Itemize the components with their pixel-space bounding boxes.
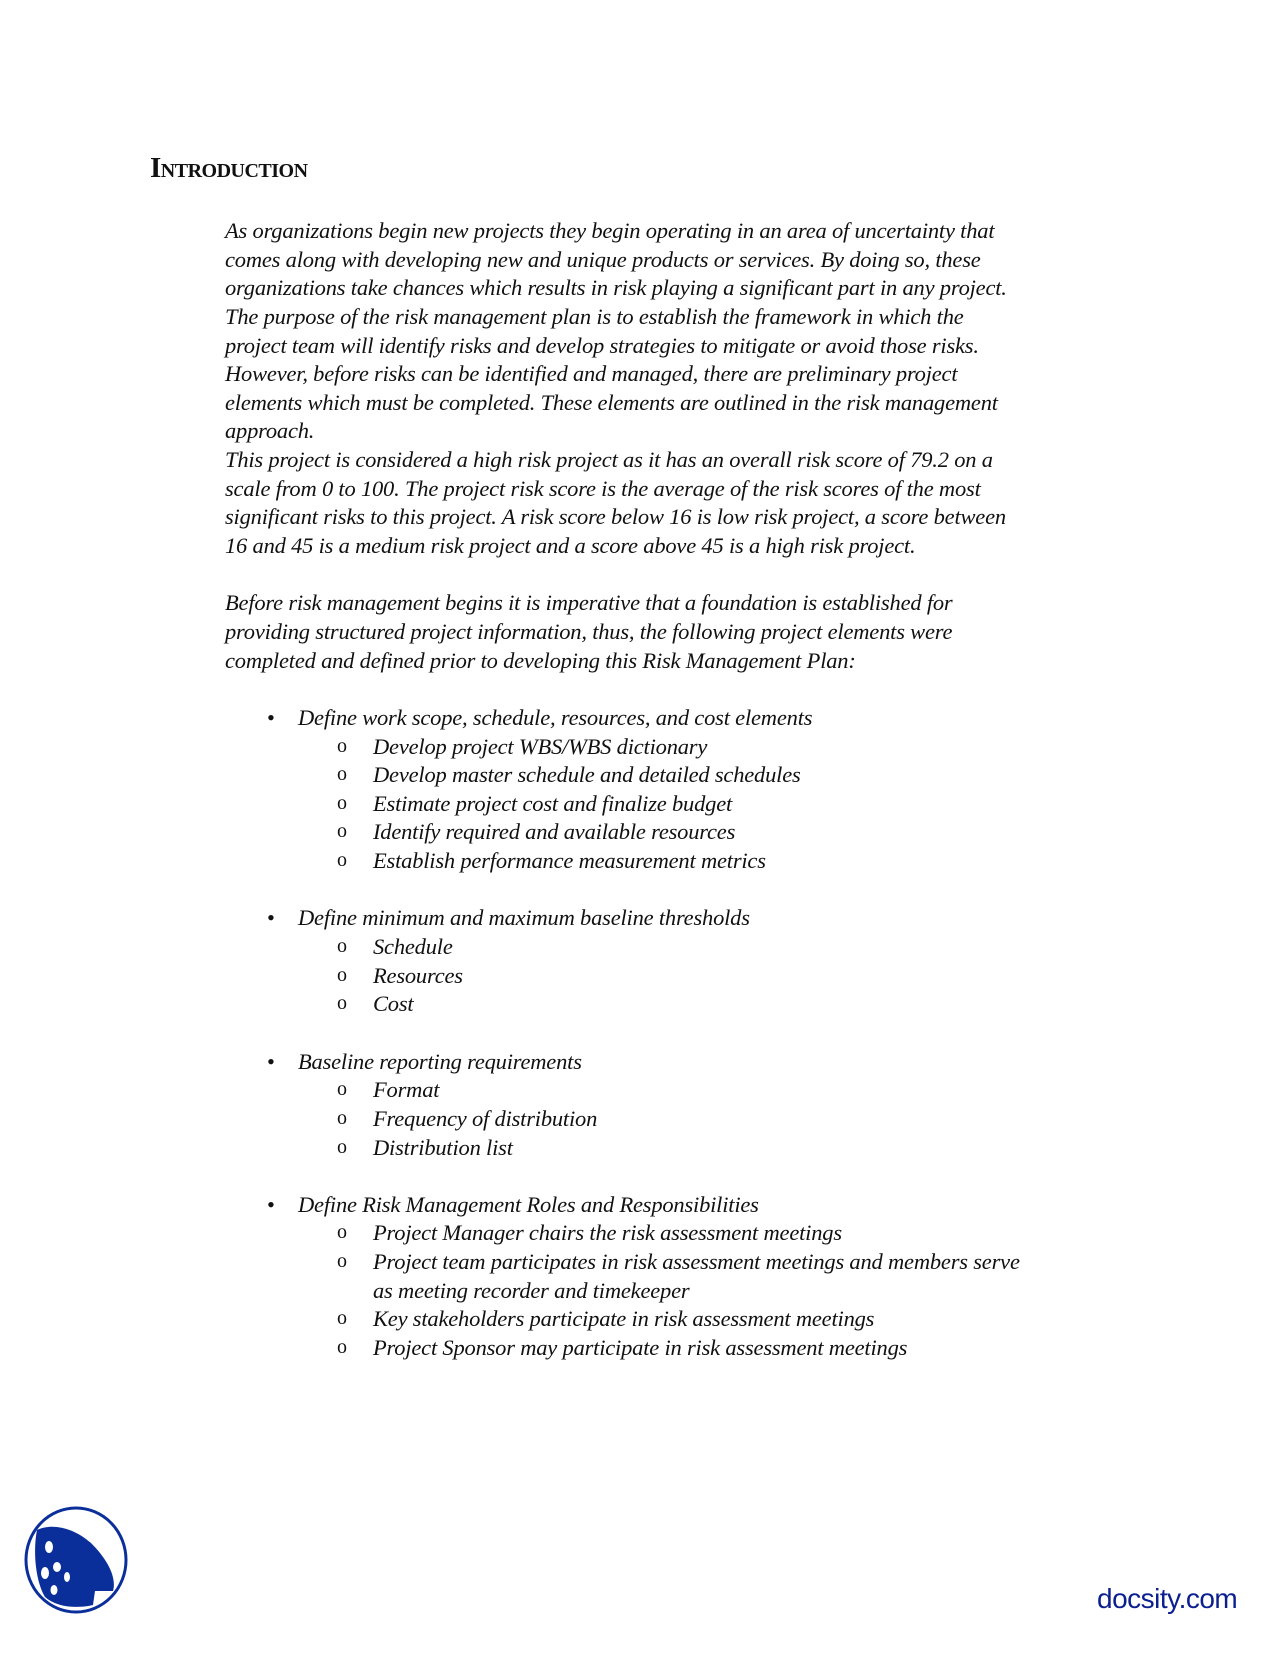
- circle-bullet-icon: o: [337, 935, 347, 958]
- circle-bullet-icon: o: [337, 1135, 347, 1158]
- sub-bullet-text: Format: [373, 1077, 440, 1103]
- text-line: 16 and 45 is a medium risk project and a score above 45 is a high risk project.: [225, 533, 916, 559]
- bullet-list: [225, 675, 1165, 1362]
- text-line: organizations take chances which results in risk playing a significant part in any project.: [225, 275, 1007, 301]
- circle-bullet-icon: o: [337, 849, 347, 872]
- text-line: scale from 0 to 100. The project risk score is the average of the risk scores of the most: [225, 475, 981, 501]
- sub-bullet-item: [225, 1134, 1165, 1163]
- bullet-text: Define Risk Management Roles and Responsibilities: [298, 1191, 759, 1217]
- sub-bullet-item: [225, 1334, 1165, 1363]
- text-line: comes along with developing new and unique products or services. By doing so, these: [225, 246, 981, 272]
- sub-bullet-text: Cost: [373, 991, 414, 1017]
- bullet-icon: •: [267, 1048, 275, 1074]
- paragraph-before-risk: [225, 589, 1165, 675]
- text-line: This project is considered a high risk project as it has an overall risk score of 79.2 on a: [225, 447, 993, 473]
- sub-bullet-item: [225, 1305, 1165, 1334]
- circle-bullet-icon: o: [337, 963, 347, 986]
- sub-bullet-text: Project team participates in risk assessment meetings and members serve: [373, 1249, 1020, 1275]
- docsity-link[interactable]: docsity.com: [1097, 1583, 1238, 1614]
- sub-bullet-text: Project Manager chairs the risk assessment meetings: [373, 1220, 842, 1246]
- bullet-item: [225, 1048, 1165, 1077]
- bullet-item: [225, 1191, 1165, 1220]
- sub-bullet-continuation: as meeting recorder and timekeeper: [373, 1277, 690, 1303]
- sub-bullet-text: Schedule: [373, 934, 453, 960]
- bullet-icon: •: [267, 905, 275, 931]
- sub-bullet-text: Resources: [373, 962, 463, 988]
- text-line: Before risk management begins it is imperative that a foundation is established for: [225, 590, 953, 616]
- bullet-text: Define work scope, schedule, resources, and cost elements: [298, 704, 813, 730]
- section-heading: Introduction: [150, 152, 308, 184]
- text-line: The purpose of the risk management plan is to establish the framework in which the: [225, 303, 964, 329]
- sub-bullet-item: [225, 933, 1165, 962]
- sub-bullet-item: [225, 733, 1165, 762]
- text-line: completed and defined prior to developing this Risk Management Plan:: [225, 647, 856, 673]
- bullet-icon: •: [267, 704, 275, 730]
- sub-bullet-text: Identify required and available resources: [373, 819, 736, 845]
- sub-bullet-text: Frequency of distribution: [373, 1105, 598, 1131]
- bullet-icon: •: [267, 1191, 275, 1217]
- text-line: project team will identify risks and develop strategies to mitigate or avoid those risks.: [225, 332, 979, 358]
- circle-bullet-icon: o: [337, 1335, 347, 1358]
- docsity-logo-icon: [21, 1505, 131, 1615]
- sub-bullet-item: [225, 990, 1165, 1019]
- circle-bullet-icon: o: [337, 1221, 347, 1244]
- text-line: approach.: [225, 418, 315, 444]
- text-line: elements which must be completed. These elements are outlined in the risk management: [225, 389, 998, 415]
- sub-bullet-item: [225, 818, 1165, 847]
- sub-bullet-item: [225, 790, 1165, 819]
- sub-bullet-item: [225, 1076, 1165, 1105]
- paragraph-intro: [225, 217, 1165, 446]
- sub-bullet-item: [225, 761, 1165, 790]
- circle-bullet-icon: o: [337, 1250, 347, 1273]
- bullet-item: [225, 704, 1165, 733]
- circle-bullet-icon: o: [337, 820, 347, 843]
- circle-bullet-icon: o: [337, 992, 347, 1015]
- text-line: providing structured project information, thus, the following project elements were: [225, 618, 953, 644]
- sub-bullet-item: [225, 1248, 1165, 1277]
- sub-bullet-text: Key stakeholders participate in risk assessment meetings: [373, 1306, 875, 1332]
- sub-bullet-text: Distribution list: [373, 1134, 513, 1160]
- sub-bullet-item: [225, 1105, 1165, 1134]
- sub-bullet-text: Develop project WBS/WBS dictionary: [373, 733, 708, 759]
- sub-bullet-item: [225, 847, 1165, 876]
- sub-bullet-text: Develop master schedule and detailed schedules: [373, 762, 801, 788]
- bullet-text: Baseline reporting requirements: [298, 1048, 582, 1074]
- paragraph-risk-score: [225, 446, 1165, 561]
- circle-bullet-icon: o: [337, 1078, 347, 1101]
- circle-bullet-icon: o: [337, 791, 347, 814]
- bullet-item: [225, 904, 1165, 933]
- circle-bullet-icon: o: [337, 763, 347, 786]
- text-line: However, before risks can be identified and managed, there are preliminary project: [225, 361, 958, 387]
- sub-bullet-item: [225, 1219, 1165, 1248]
- circle-bullet-icon: o: [337, 734, 347, 757]
- sub-bullet-text: Project Sponsor may participate in risk assessment meetings: [373, 1334, 908, 1360]
- sub-bullet-item: [225, 962, 1165, 991]
- bullet-text: Define minimum and maximum baseline thresholds: [298, 905, 750, 931]
- document-body: [225, 217, 1165, 1363]
- circle-bullet-icon: o: [337, 1307, 347, 1330]
- circle-bullet-icon: o: [337, 1106, 347, 1129]
- sub-bullet-text: Establish performance measurement metrics: [373, 848, 766, 874]
- text-line: As organizations begin new projects they begin operating in an area of uncertainty that: [225, 218, 995, 243]
- text-line: significant risks to this project. A risk score below 16 is low risk project, a score between: [225, 504, 1006, 530]
- sub-bullet-text: Estimate project cost and finalize budget: [373, 790, 733, 816]
